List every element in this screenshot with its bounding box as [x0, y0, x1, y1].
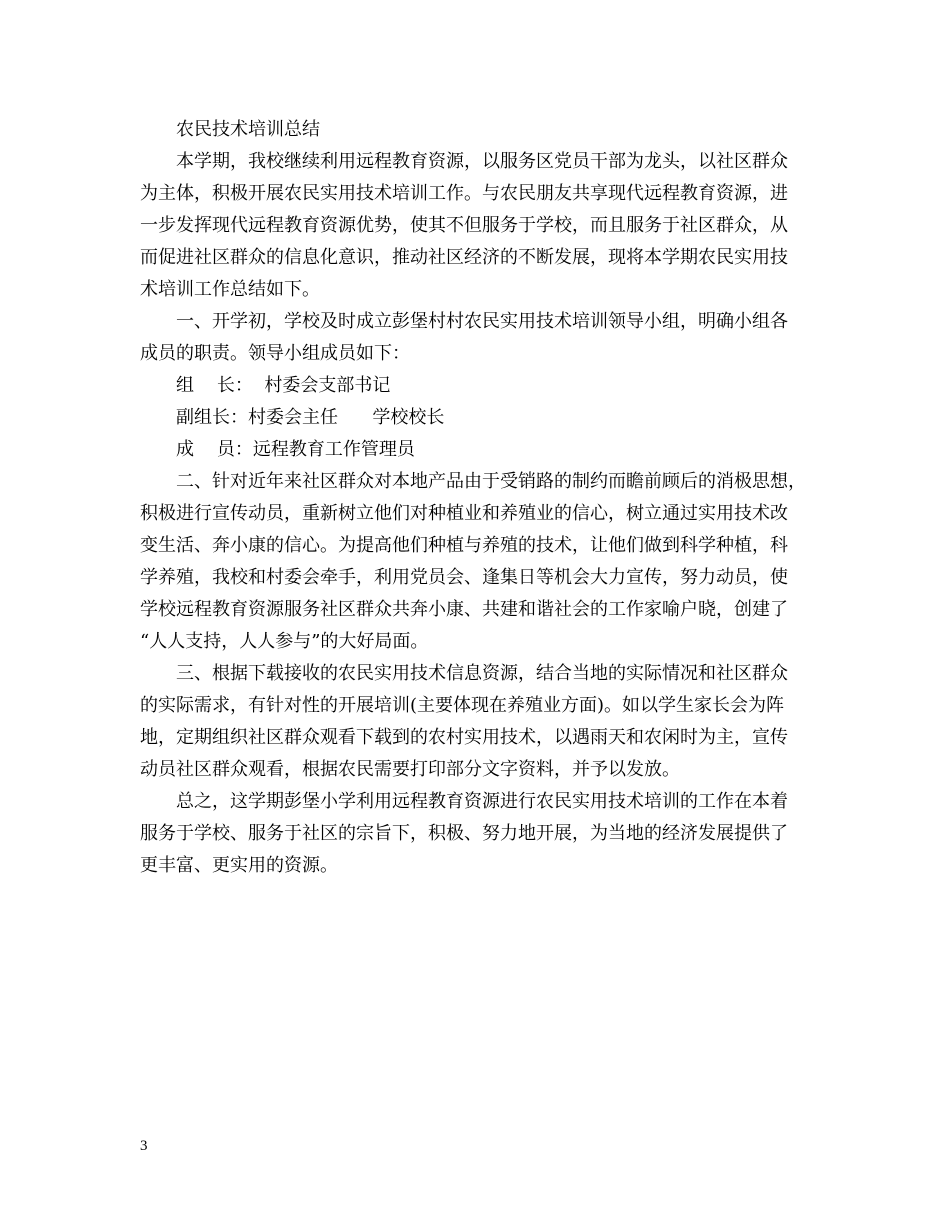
- paragraph-line: 一步发挥现代远程教育资源优势，使其不但服务于学校，而且服务于社区群众，从: [140, 215, 788, 236]
- paragraph-line: 为主体，积极开展农民实用技术培训工作。与农民朋友共享现代远程教育资源，进: [140, 183, 788, 204]
- page-number: 3: [140, 1138, 148, 1154]
- paragraph-line: 二、针对近年来社区群众对本地产品由于受销路的制约而瞻前顾后的消极思想，: [176, 471, 806, 492]
- paragraph-line: 动员社区群众观看，根据农民需要打印部分文字资料，并予以发放。: [140, 759, 680, 780]
- paragraph-line: 本学期，我校继续利用远程教育资源，以服务区党员干部为龙头，以社区群众: [176, 151, 788, 172]
- paragraph-line: 三、根据下载接收的农民实用技术信息资源，结合当地的实际情况和社区群众: [176, 663, 788, 684]
- deputy-leader-line: 副组长：村委会主任 学校校长: [176, 407, 445, 428]
- paragraph-line: 术培训工作总结如下。: [140, 279, 320, 300]
- paragraph-line: 服务于学校、服务于社区的宗旨下，积极、努力地开展，为当地的经济发展提供了: [140, 823, 788, 844]
- document-title: 农民技术培训总结: [176, 119, 320, 140]
- paragraph-line: 学养殖，我校和村委会牵手，利用党员会、逢集日等机会大力宣传，努力动员，使: [140, 567, 788, 588]
- paragraph-line: “人人支持，人人参与”的大好局面。: [140, 631, 429, 652]
- paragraph-line: 学校远程教育资源服务社区群众共奔小康、共建和谐社会的工作家喻户晓，创建了: [140, 599, 788, 620]
- paragraph-line: 变生活、奔小康的信心。为提高他们种植与养殖的技术，让他们做到科学种植，科: [140, 535, 788, 556]
- member-line: 成 员：远程教育工作管理员: [176, 439, 415, 460]
- document-body: [140, 114, 812, 882]
- paragraph-line: 一、开学初，学校及时成立彭堡村村农民实用技术培训领导小组，明确小组各: [176, 311, 788, 332]
- paragraph-line: 的实际需求，有针对性的开展培训(主要体现在养殖业方面)。如以学生家长会为阵: [140, 695, 785, 716]
- leader-line: 组 长： 村委会支部书记: [176, 375, 391, 396]
- paragraph-line: 成员的职责。领导小组成员如下：: [140, 343, 410, 364]
- paragraph-line: 更丰富、更实用的资源。: [140, 855, 338, 876]
- paragraph-line: 而促进社区群众的信息化意识，推动社区经济的不断发展，现将本学期农民实用技: [140, 247, 788, 268]
- paragraph-line: 积极进行宣传动员，重新树立他们对种植业和养殖业的信心，树立通过实用技术改: [140, 503, 788, 524]
- paragraph-line: 地，定期组织社区群众观看下载到的农村实用技术，以遇雨天和农闲时为主，宣传: [140, 727, 788, 748]
- paragraph-line: 总之，这学期彭堡小学利用远程教育资源进行农民实用技术培训的工作在本着: [176, 791, 788, 812]
